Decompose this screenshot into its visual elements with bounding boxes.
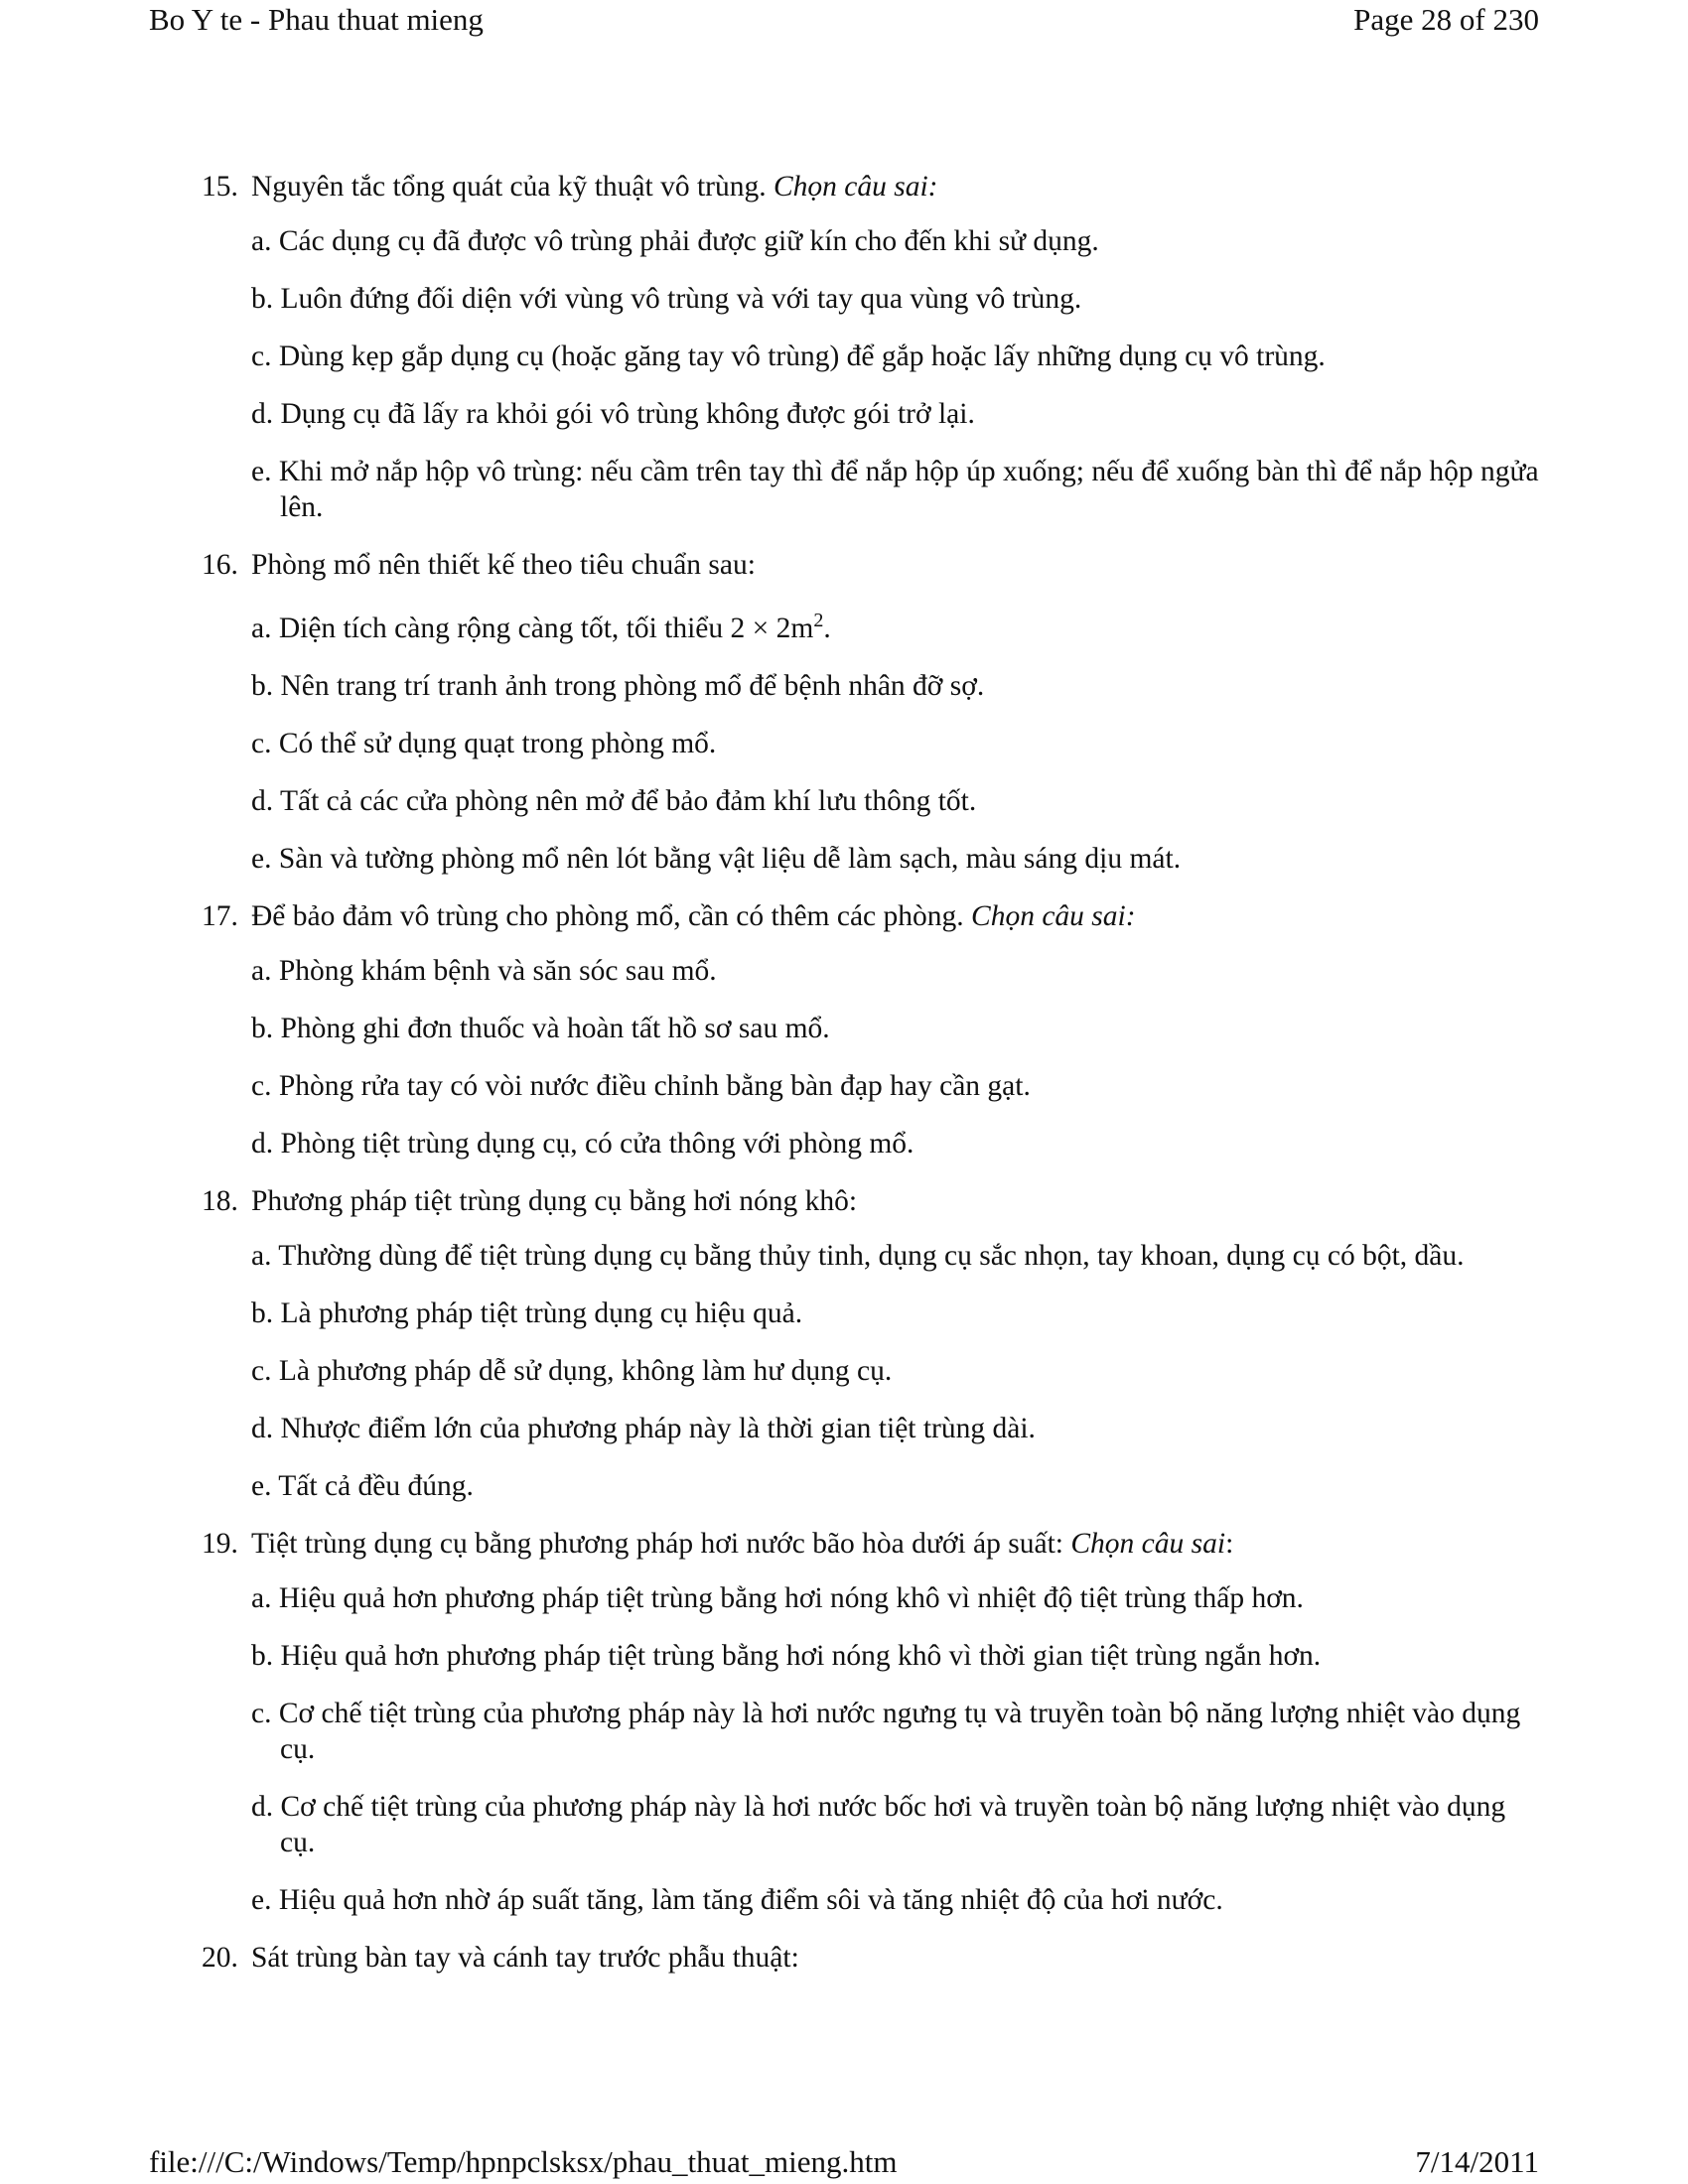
question-number: 18. — [202, 1185, 238, 1217]
option-16c: c. Có thể sử dụng quạt trong phòng mổ. — [251, 728, 717, 759]
options-16 — [202, 611, 1542, 877]
question-text — [251, 1528, 1233, 1560]
option-15e: e. Khi mở nắp hộp vô trùng: nếu cầm trên tay thì để nắp hộp úp xuống; nếu để xuống bàn thì để nắp hộp ngửa lên. — [251, 456, 1539, 523]
option-15d: d. Dụng cụ đã lấy ra khỏi gói vô trùng không được gói trở lại. — [251, 398, 975, 430]
header-page-number: Page 28 of 230 — [1353, 2, 1539, 37]
option-16d: d. Tất cả các cửa phòng nên mở để bảo đảm khí lưu thông tốt. — [251, 785, 977, 817]
question-text: Sát trùng bàn tay và cánh tay trước phẫu thuật: — [251, 1942, 799, 1974]
option-17a: a. Phòng khám bệnh và săn sóc sau mổ. — [251, 955, 717, 987]
question-number: 20. — [202, 1942, 238, 1974]
options-15 — [202, 223, 1542, 525]
question-text — [251, 900, 1136, 932]
option-16e: e. Sàn và tường phòng mổ nên lót bằng vật liệu dễ làm sạch, màu sáng dịu mát. — [251, 843, 1182, 875]
question-note: Chọn câu sai: — [773, 171, 938, 203]
footer-file-path: file:///C:/Windows/Temp/hpnpclsksx/phau_thuat_mieng.htm — [149, 2144, 898, 2179]
question-20 — [202, 1940, 1542, 1976]
options-18 — [202, 1238, 1542, 1504]
option-17b: b. Phòng ghi đơn thuốc và hoàn tất hồ sơ sau mổ. — [251, 1013, 830, 1044]
header-document-title: Bo Y te - Phau thuat mieng — [149, 2, 484, 37]
option-16a-text: a. Diện tích càng rộng càng tốt, tối thiểu 2 × 2m — [251, 613, 814, 644]
page-header — [149, 0, 1539, 40]
question-note-suffix: : — [1225, 1528, 1234, 1560]
question-text — [251, 171, 938, 203]
question-stem: Để bảo đảm vô trùng cho phòng mổ, cần có thêm các phòng. — [251, 900, 972, 932]
question-text: Phòng mổ nên thiết kế theo tiêu chuẩn sau: — [251, 549, 756, 581]
options-19 — [202, 1580, 1542, 1918]
option-16a — [202, 611, 1542, 646]
question-15 — [202, 169, 1542, 205]
question-18 — [202, 1183, 1542, 1219]
option-16a-superscript: 2 — [813, 610, 824, 631]
question-17 — [202, 898, 1542, 934]
question-stem: Nguyên tắc tổng quát của kỹ thuật vô trùng. — [251, 171, 774, 203]
question-stem: Tiệt trùng dụng cụ bằng phương pháp hơi nước bão hòa dưới áp suất: — [251, 1528, 1071, 1560]
option-19e: e. Hiệu quả hơn nhờ áp suất tăng, làm tăng điểm sôi và tăng nhiệt độ của hơi nước. — [251, 1884, 1223, 1916]
question-text: Phương pháp tiệt trùng dụng cụ bằng hơi nóng khô: — [251, 1185, 858, 1217]
option-15c: c. Dùng kẹp gắp dụng cụ (hoặc găng tay vô trùng) để gắp hoặc lấy những dụng cụ vô trùng. — [251, 341, 1326, 372]
option-19b: b. Hiệu quả hơn phương pháp tiệt trùng bằng hơi nóng khô vì thời gian tiệt trùng ngắn hơn. — [251, 1640, 1322, 1672]
option-19d: d. Cơ chế tiệt trùng của phương pháp này là hơi nước bốc hơi và truyền toàn bộ năng lượng nhiệt vào dụng cụ. — [251, 1791, 1506, 1858]
option-17c: c. Phòng rửa tay có vòi nước điều chỉnh bằng bàn đạp hay cần gạt. — [251, 1070, 1031, 1102]
document-body — [202, 169, 1542, 1994]
footer-date: 7/14/2011 — [1415, 2144, 1539, 2179]
option-16a-suffix: . — [823, 613, 831, 644]
question-16 — [202, 547, 1542, 583]
option-19c: c. Cơ chế tiệt trùng của phương pháp này là hơi nước ngưng tụ và truyền toàn bộ năng lượng nhiệt vào dụng cụ. — [251, 1698, 1521, 1765]
option-18c: c. Là phương pháp dễ sử dụng, không làm hư dụng cụ. — [251, 1355, 893, 1387]
option-15b: b. Luôn đứng đối diện với vùng vô trùng và với tay qua vùng vô trùng. — [251, 283, 1082, 315]
question-19 — [202, 1526, 1542, 1562]
page-footer — [149, 2140, 1539, 2184]
option-16b: b. Nên trang trí tranh ảnh trong phòng mổ để bệnh nhân đỡ sợ. — [251, 670, 985, 702]
option-18d: d. Nhược điểm lớn của phương pháp này là thời gian tiệt trùng dài. — [251, 1413, 1036, 1444]
question-note: Chọn câu sai: — [971, 900, 1136, 932]
question-note: Chọn câu sai — [1070, 1528, 1226, 1560]
option-18e: e. Tất cả đều đúng. — [251, 1470, 474, 1502]
option-18b: b. Là phương pháp tiệt trùng dụng cụ hiệu quả. — [251, 1297, 803, 1329]
option-17d: d. Phòng tiệt trùng dụng cụ, có cửa thông với phòng mổ. — [251, 1128, 914, 1160]
question-number: 19. — [202, 1528, 238, 1560]
question-number: 16. — [202, 549, 238, 581]
option-18a: a. Thường dùng để tiệt trùng dụng cụ bằng thủy tinh, dụng cụ sắc nhọn, tay khoan, dụng cụ có bột, dầu. — [251, 1240, 1465, 1272]
option-15a: a. Các dụng cụ đã được vô trùng phải được giữ kín cho đến khi sử dụng. — [251, 225, 1099, 257]
options-17 — [202, 953, 1542, 1161]
question-number: 17. — [202, 900, 238, 932]
question-number: 15. — [202, 171, 238, 203]
option-19a: a. Hiệu quả hơn phương pháp tiệt trùng bằng hơi nóng khô vì nhiệt độ tiệt trùng thấp hơn. — [251, 1582, 1304, 1614]
